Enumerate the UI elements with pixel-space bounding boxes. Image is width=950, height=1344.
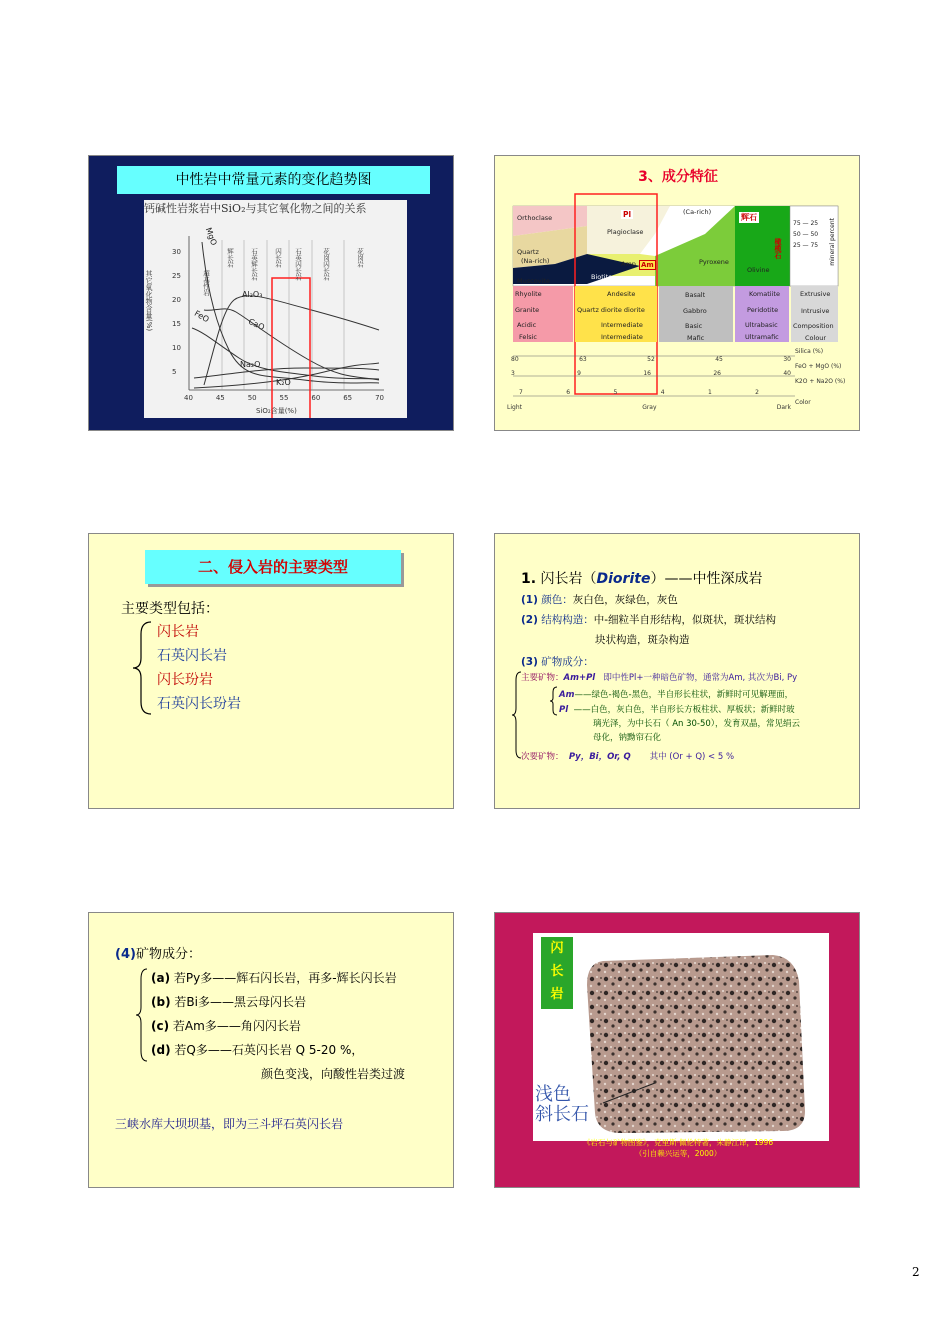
slide-diorite-photo: [494, 912, 860, 1188]
feo-curve: [192, 328, 379, 379]
three-gorges-note: 三峡水库大坝坝基，即为三斗坪石英闪长岩: [115, 1117, 344, 1131]
type-item: 闪长玢岩: [157, 672, 213, 688]
type-item: 石英闪长岩: [157, 648, 227, 664]
oxide-trend-chart: 钙碱性岩浆岩中SiO₂与其它氧化物之间的关系 30 25 20 15 10 5 40 45 50 55 60 65 70 SiO₂含量(%) 其它氧化物含量(%) MgO Al₂O₃ FeO CaO Na₂O K₂O 超基性岩 辉长岩 石英辉长岩 闪长岩 石英闪长岩 花岗闪长岩 花岗岩: [144, 200, 407, 418]
diorite-label: 闪 长 岩: [541, 937, 573, 1009]
slide3-title: 二、侵入岩的主要类型: [145, 550, 401, 584]
plagioclase-caption: 浅色 斜长石: [535, 1084, 589, 1125]
plagioclase-desc-3: 母化，钠黝帘石化: [593, 733, 662, 743]
percent-axis-label: mineral percent: [829, 218, 836, 266]
pl-tag: Pl: [623, 210, 632, 219]
plagioclase-desc-2: 璃光泽，为中长石（ An 30-50），发育双晶，常见绢云: [593, 719, 801, 729]
structure-line: 块状构造，斑杂构造: [595, 634, 690, 646]
femg-scale: 3 9 16 26 40: [511, 370, 791, 377]
variant-item: (c) 若Am多——角闪闪长岩: [151, 1019, 301, 1033]
variant-item: (a) 若Py多——辉石闪长岩，再多-辉长闪长岩: [151, 971, 397, 985]
am-tag: Am: [641, 261, 654, 269]
type-item: 石英闪长玢岩: [157, 696, 241, 712]
amphibole-desc: Am——绿色-褐色-黑色，半自形长柱状，新鲜时可见解理面，: [559, 690, 794, 700]
brace-icon: [135, 967, 149, 1063]
diorite-heading: 1. 闪长岩（Diorite）——中性深成岩: [521, 571, 763, 587]
slide-mineral-variants: [88, 912, 454, 1188]
chart-subtitle: 钙碱性岩浆岩中SiO₂与其它氧化物之间的关系: [144, 202, 367, 215]
types-intro: 主要类型包括：: [121, 601, 219, 617]
cao-curve: [204, 309, 379, 380]
variant-item: (b) 若Bi多——黑云母闪长岩: [151, 995, 306, 1009]
slide-element-trend: [88, 155, 454, 431]
brace-icon: [549, 686, 559, 716]
mineral-line: (3) 矿物成分：: [521, 656, 594, 668]
types-list: [157, 620, 241, 716]
variant-continuation: 颜色变浅，向酸性岩类过渡: [261, 1067, 406, 1081]
y-tick-labels: 30 25 20 15 10 5: [172, 248, 181, 376]
slide-intrusive-types: [88, 533, 454, 809]
slide1-title: 中性岩中常量元素的变化趋势图: [117, 166, 430, 194]
texture-line: (2) 结构构造：中-细粒半自形结构，似斑状，斑状结构: [521, 614, 777, 626]
slide-diorite: [494, 533, 860, 809]
y-axis-label: 其它氧化物含量(%): [145, 270, 153, 332]
silica-scale: 80 63 52 45 30: [511, 356, 791, 363]
olivine-tag: 橄榄石: [774, 238, 782, 259]
variants-heading: (4)矿物成分：: [115, 947, 201, 962]
alkali-scale: 7 6 5 4 1 2: [519, 389, 759, 396]
x-tick-labels: 40 45 50 55 60 65 70: [184, 394, 384, 402]
page-number: 2: [912, 1265, 920, 1279]
pyroxene-tag: 辉石: [741, 213, 757, 222]
photo-citation: 《岩石与矿物图鉴》，克里斯·佩伦特著，朱静江译，1996 （引自赖兴运等，2000）: [582, 1138, 774, 1158]
x-axis-label: SiO₂含量(%): [256, 407, 297, 415]
slide2-title: 3、成分特征: [638, 169, 718, 185]
plagioclase-desc: Pl ——白色，灰白色，半自形长方板柱状、厚板状；新鲜时玻: [559, 705, 795, 715]
color-line: (1) 颜色：灰白色，灰绿色，灰色: [521, 594, 678, 606]
alkali-label: K2O + Na2O (%): [795, 378, 846, 385]
brace-icon: [131, 620, 157, 716]
percent-ticks: 75 — 25 50 — 50 25 — 75: [793, 220, 819, 249]
color-scale: Light Gray Dark: [507, 404, 791, 411]
variant-item: (d) 若Q多——石英闪长岩 Q 5-20 %，: [151, 1043, 364, 1057]
brace-icon: [511, 670, 523, 760]
color-label: Color: [795, 399, 811, 406]
femg-label: FeO + MgO (%): [795, 363, 842, 370]
minor-minerals: 次要矿物： Py，Bi，Or, Q 其中 (Or + Q) < 5 %: [521, 752, 735, 762]
slide-composition: 3、成分特征 Orthoclase Quartz (Na-rich) Muscovite Plagioclase (Ca-rich) Biotite Amp Pyroxene Olivine Pl Am 辉石 橄榄石 75 — 25 50 — 50 25 — 75 mineral percent Rhyolite Andesite Basalt Komatiite Extrusive Granite Quartz diorite diorite Gabbro Peridotite Intrusive Acidic Intermediate Basic Ultrabasic Composition Felsic Intermediate Mafic Ultramafic Colour 80 63 52 45 30 Silica (%) 3 9 16 26 40 FeO + MgO (%) 7 6 5 4 1 2 K2O + Na2O (%) Light Gray Dark Color: [494, 155, 860, 431]
type-item: 闪长岩: [157, 624, 199, 640]
silica-label: Silica (%): [795, 348, 824, 355]
main-minerals: 主要矿物：Am+Pl 即中性Pl+一种暗色矿物，通常为Am, 其次为Bi, Py: [521, 673, 798, 683]
